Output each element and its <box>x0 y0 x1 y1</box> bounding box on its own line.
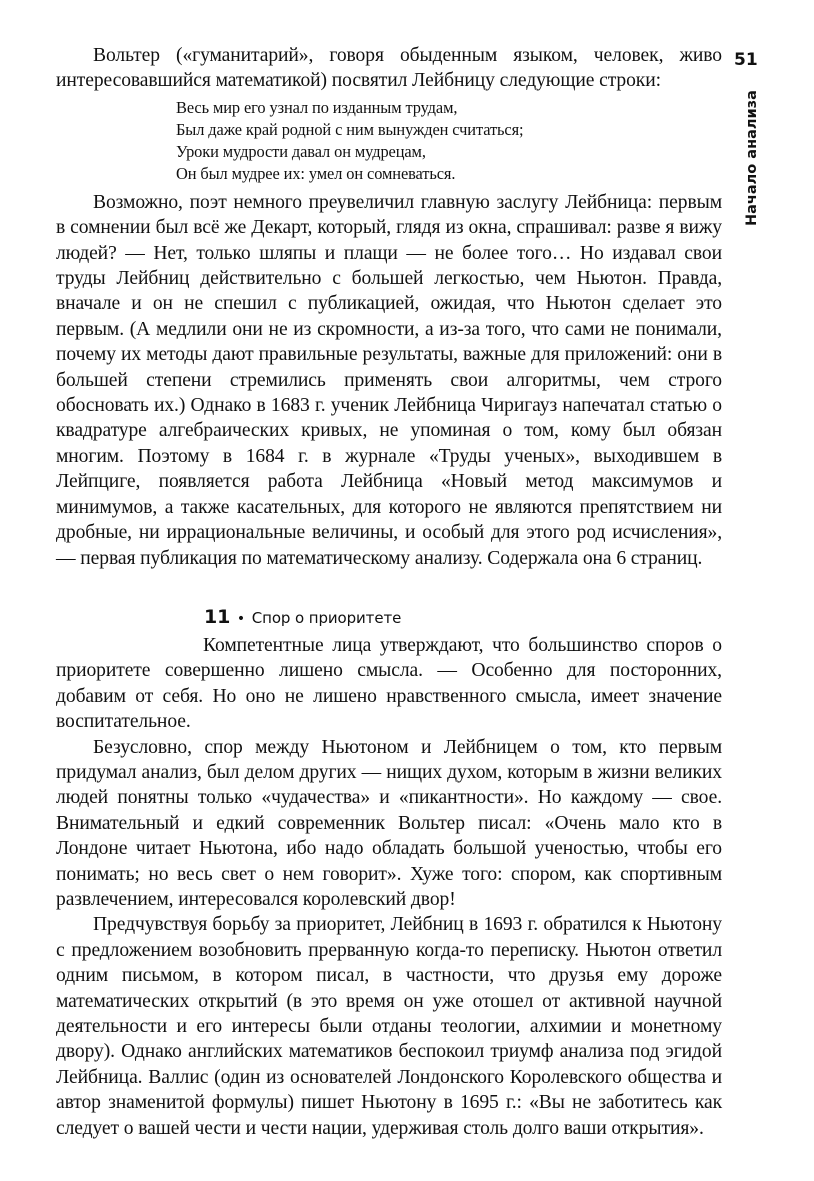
paragraph: Возможно, поэт немного преувеличил главную заслугу Лейбница: первым в сомнении был всё же Декарт, который, глядя из окна, спрашивал: разве я вижу людей? — Нет, только шляпы и плащи — не более того… Но издавал свои труды Лейбниц действительно с большей легкостью, чем Ньютон. Правда, вначале и он не спешил с публикацией, ожидая, что Ньютон сделает это первым. (А медлили они не из скромности, а из-за того, что сами не понимали, почему их методы дают правильные результаты, важные для приложений: они в большей степени стремились применять свои алгоритмы, чем строго обосновать их.) Однако в 1683 г. ученик Лейбница Чиригауз напечатал статью о квадратуре алгебраических кривых, не упоминая о том, кому был обязан многим. Поэтому в 1684 г. в журнале «Труды ученых», выходившем в Лейпциге, появляется работа Лейбница «Новый метод максимумов и минимумов, а также касательных, для которого не являются препятствием ни дробные, ни иррациональные величины, и особый для этого род исчисления», — первая публикация по математическому анализу. Содержала она 6 страниц. <box>56 191 722 569</box>
paragraph: Компетентные лица утверждают, что большинство споров о приоритете совершенно лишено смысла. — Особенно для посторонних, добавим от себя. Но оно не лишено нравственного смысла, имеет значение воспитательное. <box>56 634 722 733</box>
paragraph: Безусловно, спор между Ньютоном и Лейбницем о том, кто первым придумал анализ, был делом других — нищих духом, которым в жизни великих людей понятны только «чудачества» и «пикантности». Но каждому — свое. Внимательный и едкий современник Вольтер писал: «Очень мало кто в Лондоне читает Ньютона, ибо надо обладать большой ученостью, чтобы его понимать; но весь свет о нем говорит». Хуже того: спором, как спортивным развлечением, интересовался королевский двор! <box>56 736 722 910</box>
section-separator: • <box>236 610 246 627</box>
poem-line: Он был мудрее их: умел он сомневаться. <box>176 163 456 183</box>
poem-line: Весь мир его узнал по изданным трудам, <box>176 97 458 117</box>
poem-line: Уроки мудрости давал он мудрецам, <box>176 141 426 161</box>
section-heading <box>204 605 722 631</box>
section-number: 11 <box>204 605 231 628</box>
running-head: Начало анализа <box>744 90 760 226</box>
paragraph: Предчувствуя борьбу за приоритет, Лейбниц в 1693 г. обратился к Ньютону с предложением возобновить прерванную когда-то переписку. Ньютон ответил одним письмом, в котором писал, в частности, что друзья ему дороже математических открытий (в это время он уже отошел от активной научной деятельности и его интересы были отданы теологии, алхимии и монетному двору). Однако английских математиков беспокоил триумф анализа под эгидой Лейбница. Валлис (один из основателей Лондонского Королевского общества и автор знаменитой формулы) пишет Ньютону в 1695 г.: «Вы не заботитесь как следует о вашей чести и чести нации, удерживая столь долго ваши открытия». <box>56 914 722 1139</box>
body-text <box>56 43 722 1141</box>
section-title: Спор о приоритете <box>251 608 402 627</box>
page-number: 51 <box>734 50 758 70</box>
poem-line: Был даже край родной с ним вынужден считаться; <box>176 119 524 139</box>
poem-quote <box>176 97 722 185</box>
intro-paragraph: Вольтер («гуманитарий», говоря обыденным языком, человек, живо интересовавшийся математикой) посвятил Лейбницу следующие строки: <box>56 45 722 92</box>
